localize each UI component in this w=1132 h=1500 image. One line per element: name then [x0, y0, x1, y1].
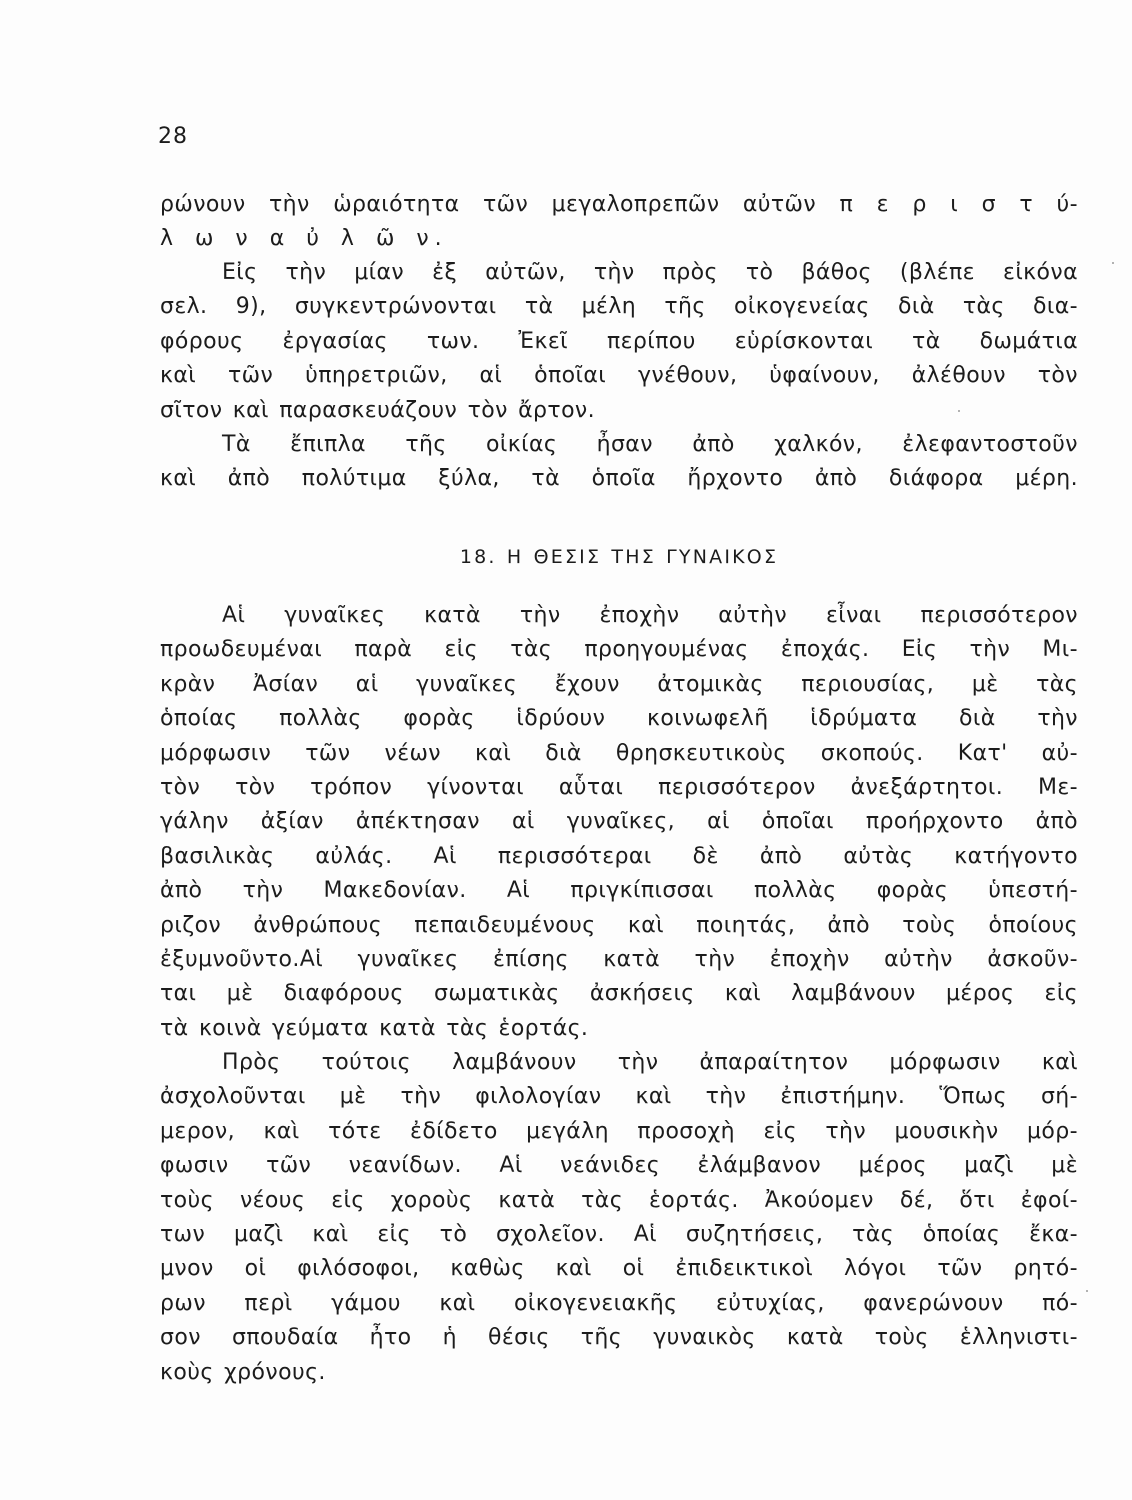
text-line: μόρφωσιν τῶν νέων καὶ διὰ θρησκευτικοὺς σκοπούς. Κατ' αὐ- — [160, 740, 1078, 766]
text-line: σον σπουδαία ἦτο ἡ θέσις τῆς γυναικὸς κατὰ τοὺς ἑλληνιστι- — [160, 1325, 1078, 1351]
text-line: ἐξυμνοῦντο.Αἱ γυναῖκες ἐπίσης κατὰ τὴν ἐποχὴν αὐτὴν ἀσκοῦν- — [160, 946, 1078, 972]
text-line: Πρὸς τούτοις λαμβάνουν τὴν ἀπαραίτητον μόρφωσιν καὶ — [222, 1050, 1078, 1076]
text-line: γάλην ἀξίαν ἀπέκτησαν αἱ γυναῖκες, αἱ ὁποῖαι προήρχοντο ἀπὸ — [160, 809, 1078, 835]
text-line: τὰ κοινὰ γεύματα κατὰ τὰς ἑορτάς. — [160, 1015, 589, 1041]
text-line: φωσιν τῶν νεανίδων. Αἱ νεάνιδες ἐλάμβανον μέρος μαζὶ μὲ — [160, 1153, 1078, 1179]
section-heading: 18. Η ΘΕΣΙΣ ΤΗΣ ΓΥΝΑΙΚΟΣ — [459, 546, 779, 568]
text-line: μερον, καὶ τότε ἐδίδετο μεγάλη προσοχὴ εἰς τὴν μουσικὴν μόρ- — [160, 1118, 1078, 1144]
text-line: Τὰ ἔπιπλα τῆς οἰκίας ἦσαν ἀπὸ χαλκόν, ἐλεφαντοστοῦν — [222, 431, 1078, 457]
text-line: κοὺς χρόνους. — [160, 1359, 326, 1385]
text-line: ἀπὸ τὴν Μακεδονίαν. Αἱ πριγκίπισσαι πολλὰς φορὰς ὑπεστή- — [160, 878, 1078, 904]
scan-speck — [1086, 1290, 1088, 1292]
text-line: προωδευμέναι παρὰ εἰς τὰς προηγουμένας ἐποχάς. Εἰς τὴν Μι- — [160, 637, 1078, 663]
page-number: 28 — [158, 124, 188, 149]
text-line: ρώνουν τὴν ὡραιότητα τῶν μεγαλοπρεπῶν αὐτῶν π ε ρ ι σ τ ύ- — [160, 192, 1078, 217]
text-line: τοὺς νέους εἰς χοροὺς κατὰ τὰς ἑορτάς. Ἀκούομεν δέ, ὅτι ἐφοί- — [160, 1187, 1078, 1213]
text-line: σελ. 9), συγκεντρώνονται τὰ μέλη τῆς οἰκογενείας διὰ τὰς δια- — [160, 294, 1078, 320]
text-line: καὶ ἀπὸ πολύτιμα ξύλα, τὰ ὁποῖα ἤρχοντο ἀπὸ διάφορα μέρη. — [160, 466, 1078, 492]
text-line: ται μὲ διαφόρους σωματικὰς ἀσκήσεις καὶ λαμβάνουν μέρος εἰς — [160, 981, 1078, 1007]
scan-speck — [958, 410, 960, 412]
section-body — [160, 599, 1078, 1390]
text-line: Εἰς τὴν μίαν ἐξ αὐτῶν, τὴν πρὸς τὸ βάθος (βλέπε εἰκόνα — [222, 260, 1078, 285]
text-line: ἀσχολοῦνται μὲ τὴν φιλολογίαν καὶ τὴν ἐπιστήμην. Ὅπως σή- — [160, 1084, 1078, 1110]
text-line: ὁποίας πολλὰς φορὰς ἱδρύουν κοινωφελῆ ἱδρύματα διὰ τὴν — [160, 706, 1078, 732]
continuation-text — [160, 188, 1078, 257]
text-line: λ ω ν α ὐ λ ῶ ν. — [160, 226, 448, 252]
text-line: κρὰν Ἀσίαν αἱ γυναῖκες ἔχουν ἀτομικὰς περιουσίας, μὲ τὰς — [160, 671, 1078, 697]
paragraph-rooms-furniture — [160, 256, 1078, 497]
text-line: μνον οἱ φιλόσοφοι, καθὼς καὶ οἱ ἐπιδεικτικοὶ λόγοι τῶν ρητό- — [160, 1256, 1078, 1282]
text-line: Αἱ γυναῖκες κατὰ τὴν ἐποχὴν αὐτὴν εἶναι περισσότερον — [222, 603, 1078, 628]
text-line: ριζον ἀνθρώπους πεπαιδευμένους καὶ ποιητάς, ἀπὸ τοὺς ὁποίους — [160, 912, 1078, 938]
text-line: τὸν τὸν τρόπον γίνονται αὗται περισσότερον ἀνεξάρτητοι. Με- — [160, 774, 1078, 800]
text-line: των μαζὶ καὶ εἰς τὸ σχολεῖον. Αἱ συζητήσεις, τὰς ὁποίας ἔκα- — [160, 1222, 1078, 1248]
text-line: ρων περὶ γάμου καὶ οἰκογενειακῆς εὐτυχίας, φανερώνουν πό- — [160, 1290, 1078, 1316]
text-line: φόρους ἐργασίας των. Ἐκεῖ περίπου εὑρίσκονται τὰ δωμάτια — [160, 328, 1078, 354]
text-line: καὶ τῶν ὑπηρετριῶν, αἱ ὁποῖαι γνέθουν, ὑφαίνουν, ἀλέθουν τὸν — [160, 363, 1078, 389]
scan-speck — [1112, 262, 1114, 264]
text-line: βασιλικὰς αὐλάς. Αἱ περισσότεραι δὲ ἀπὸ αὐτὰς κατήγοντο — [160, 843, 1078, 869]
text-line: σῖτον καὶ παρασκευάζουν τὸν ἄρτον. — [160, 397, 596, 423]
